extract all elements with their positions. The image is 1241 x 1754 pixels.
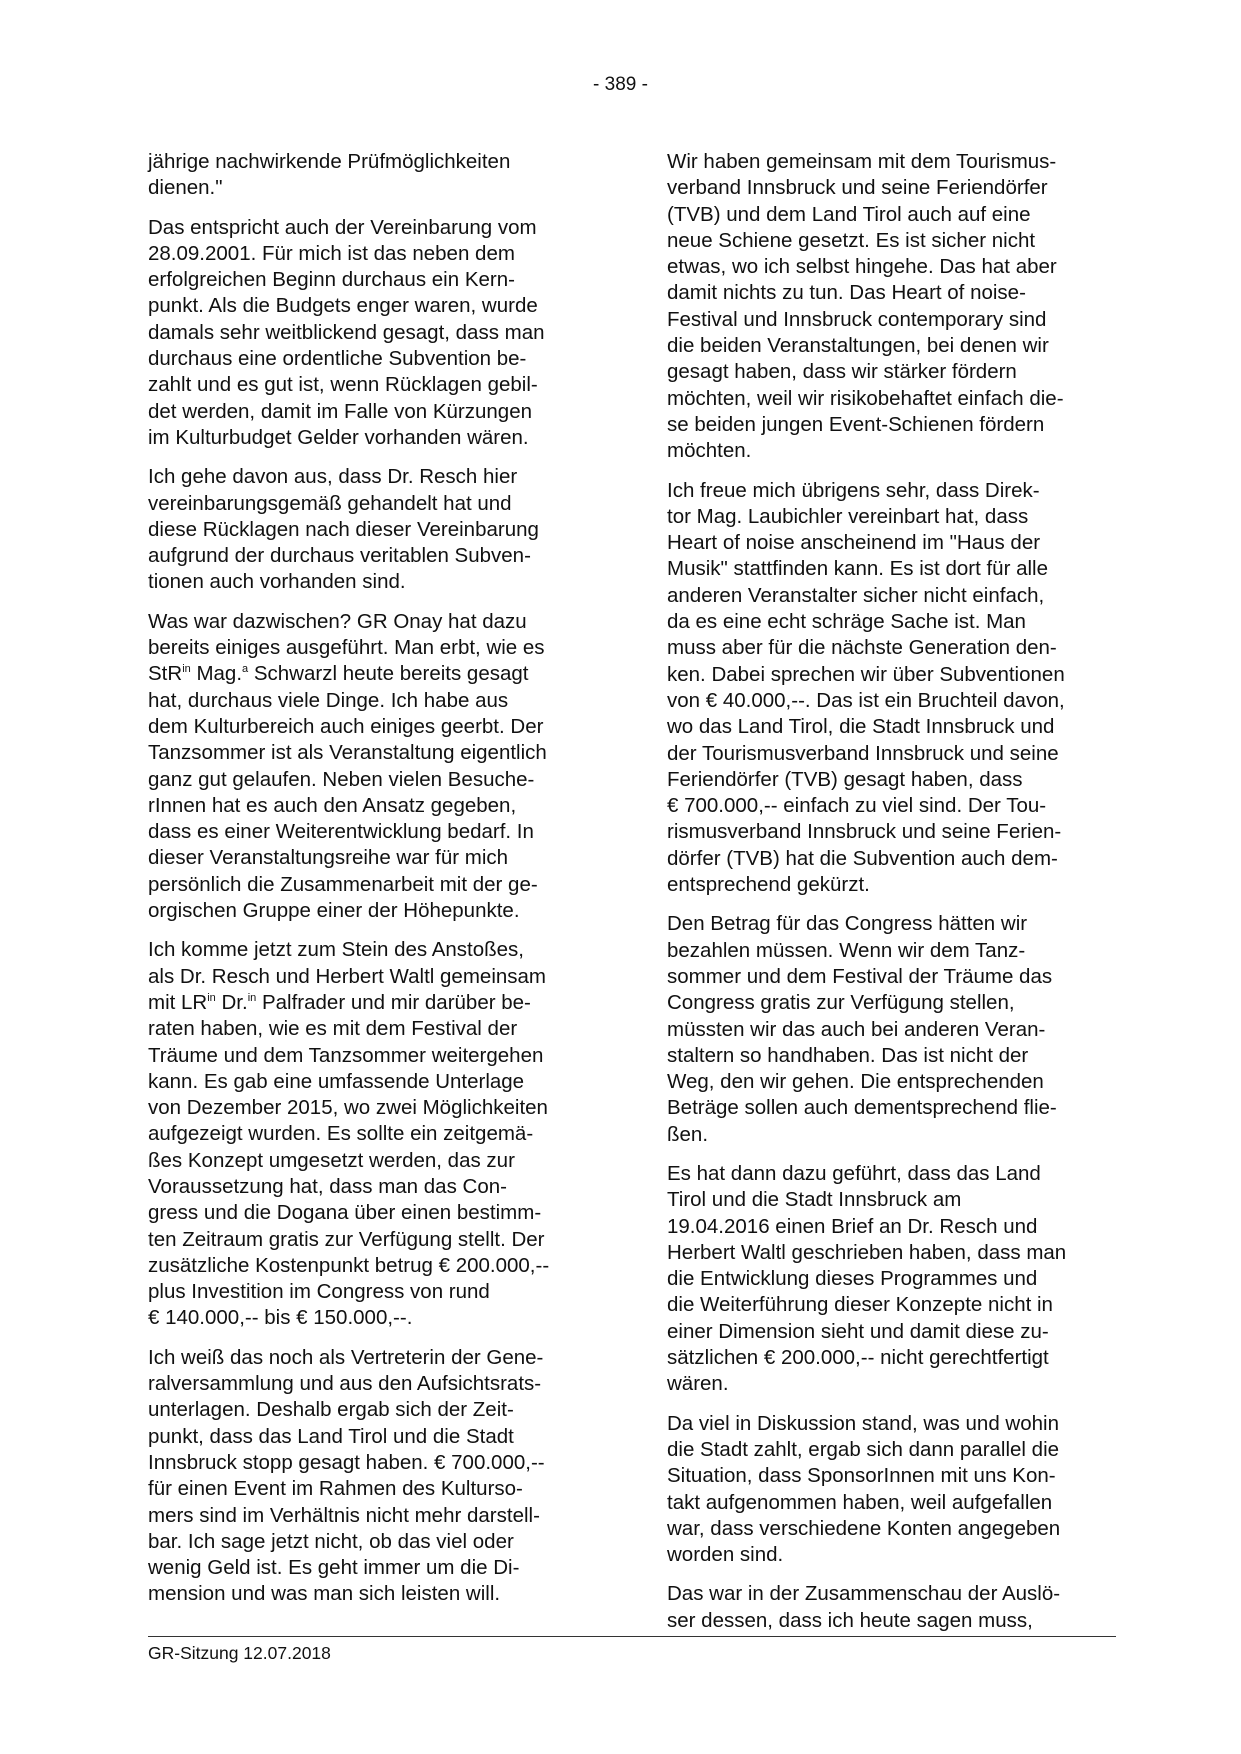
text-line: wenig Geld ist. Es geht immer um die Di- [148, 1556, 520, 1580]
text-line: rismusverband Innsbruck und seine Ferien- [667, 820, 1062, 844]
text-line: Tanzsommer ist als Veranstaltung eigentlich [148, 741, 547, 765]
text-line: die Weiterführung dieser Konzepte nicht in [667, 1293, 1053, 1317]
text-line: ser dessen, dass ich heute sagen muss, [667, 1608, 1033, 1632]
text-line: persönlich die Zusammenarbeit mit der ge- [148, 872, 538, 896]
text-line: anderen Veranstalter sicher nicht einfach, [667, 583, 1045, 607]
paragraph [667, 1581, 1115, 1634]
text-line: aufgezeigt wurden. Es sollte ein zeitgemä- [148, 1122, 534, 1146]
paragraph [667, 1411, 1115, 1569]
text-line: zahlt und es gut ist, wenn Rücklagen gebil- [148, 373, 538, 397]
text-segment: StR [148, 662, 183, 686]
text-line: ten Zeitraum gratis zur Verfügung stellt. Der [148, 1227, 545, 1251]
text-line [148, 661, 596, 687]
text-line: Feriendörfer (TVB) gesagt haben, dass [667, 767, 1023, 791]
text-line: dieser Veranstaltungsreihe war für mich [148, 846, 509, 870]
text-line: einer Dimension sieht und damit diese zu- [667, 1319, 1049, 1343]
text-line: punkt. Als die Budgets enger waren, wurde [148, 294, 538, 318]
left-column [148, 149, 596, 1621]
paragraph [667, 911, 1115, 1148]
text-line: Weg, den wir gehen. Die entsprechenden [667, 1070, 1044, 1094]
text-line: bezahlen müssen. Wenn wir dem Tanz- [667, 938, 1026, 962]
right-column [667, 149, 1115, 1647]
text-line: Wir haben gemeinsam mit dem Tourismus- [667, 150, 1057, 173]
text-line: rInnen hat es auch den Ansatz gegeben, [148, 793, 517, 817]
text-line: Musik" stattfinden kann. Es ist dort für alle [667, 557, 1049, 581]
text-line: dörfer (TVB) hat die Subvention auch dem- [667, 846, 1058, 870]
text-line: möchten. [667, 439, 752, 463]
text-line: war, dass verschiedene Konten angegeben [667, 1516, 1061, 1540]
text-segment: Dr. [215, 990, 248, 1014]
text-line: unterlagen. Deshalb ergab sich der Zeit- [148, 1398, 514, 1422]
text-line: gesagt haben, dass wir stärker fördern [667, 360, 1017, 384]
text-line: tionen auch vorhanden sind. [148, 570, 406, 594]
text-line: se beiden jungen Event-Schienen fördern [667, 412, 1045, 436]
text-line: der Tourismusverband Innsbruck und seine [667, 741, 1059, 765]
text-line: Heart of noise anscheinend im "Haus der [667, 531, 1041, 555]
text-line: Ich weiß das noch als Vertreterin der Gene- [148, 1345, 544, 1369]
text-line: sätzlichen € 200.000,-- nicht gerechtfertigt [667, 1346, 1049, 1370]
superscript: in [182, 663, 191, 676]
text-line: Congress gratis zur Verfügung stellen, [667, 991, 1015, 1015]
paragraph [148, 609, 596, 925]
text-line: Es hat dann dazu geführt, dass das Land [667, 1161, 1041, 1185]
text-line: damit nichts zu tun. Das Heart of noise- [667, 281, 1026, 305]
paragraph [148, 149, 596, 202]
text-line: Den Betrag für das Congress hätten wir [667, 912, 1028, 936]
text-line: sommer und dem Festival der Träume das [667, 964, 1053, 988]
superscript: in [247, 991, 257, 1004]
text-line: hat, durchaus viele Dinge. Ich habe aus [148, 688, 509, 712]
text-line: jährige nachwirkende Prüfmöglichkeiten [148, 150, 511, 173]
text-line: takt aufgenommen haben, weil aufgefallen [667, 1490, 1053, 1514]
text-line: € 140.000,-- bis € 150.000,--. [148, 1306, 413, 1330]
text-line: tor Mag. Laubichler vereinbart hat, dass [667, 504, 1029, 528]
text-line: raten haben, wie es mit dem Festival der [148, 1017, 518, 1041]
paragraph [667, 478, 1115, 899]
text-line: kann. Es gab eine umfassende Unterlage [148, 1069, 525, 1093]
text-line: Ich gehe davon aus, dass Dr. Resch hier [148, 465, 518, 489]
text-line: plus Investition im Congress von rund [148, 1280, 490, 1304]
text-line: die Stadt zahlt, ergab sich dann parallel die [667, 1437, 1060, 1461]
text-line: 19.04.2016 einen Brief an Dr. Resch und [667, 1214, 1038, 1238]
text-line: Da viel in Diskussion stand, was und wohin [667, 1411, 1059, 1435]
text-line: det werden, damit im Falle von Kürzungen [148, 399, 533, 423]
text-segment: Schwarzl heute bereits gesagt [248, 662, 529, 686]
text-line: Das entspricht auch der Vereinbarung vom [148, 215, 537, 239]
text-line: muss aber für die nächste Generation den- [667, 636, 1057, 660]
text-line: € 700.000,-- einfach zu viel sind. Der Tou- [667, 794, 1047, 818]
superscript: a [242, 663, 249, 676]
footer-session-date: GR-Sitzung 12.07.2018 [148, 1643, 331, 1663]
text-line: 28.09.2001. Für mich ist das neben dem [148, 241, 515, 265]
text-line: vereinbarungsgemäß gehandelt hat und [148, 491, 512, 515]
text-line: Ich komme jetzt zum Stein des Anstoßes, [148, 938, 524, 962]
text-line: dienen." [148, 176, 223, 200]
text-line: möchten, weil wir risikobehaftet einfach die- [667, 386, 1064, 410]
text-line: ganz gut gelaufen. Neben vielen Besuche- [148, 767, 535, 791]
text-line [148, 990, 596, 1016]
text-line: zusätzliche Kostenpunkt betrug € 200.000,-- [148, 1253, 550, 1277]
text-line: ralversammlung und aus den Aufsichtsrats- [148, 1372, 542, 1396]
text-segment: Palfrader und mir darüber be- [256, 990, 531, 1014]
text-line: ßes Konzept umgesetzt werden, das zur [148, 1148, 515, 1172]
text-line: Träume und dem Tanzsommer weitergehen [148, 1043, 544, 1067]
text-line: als Dr. Resch und Herbert Waltl gemeinsam [148, 964, 546, 988]
text-line: entsprechend gekürzt. [667, 873, 870, 897]
text-line: Innsbruck stopp gesagt haben. € 700.000,-- [148, 1450, 545, 1474]
text-line: die beiden Veranstaltungen, bei denen wir [667, 334, 1049, 358]
text-line: von € 40.000,--. Das ist ein Bruchteil davon, [667, 688, 1065, 712]
text-line: wo das Land Tirol, die Stadt Innsbruck und [667, 715, 1055, 739]
text-line: durchaus eine ordentliche Subvention be- [148, 347, 527, 371]
text-line: verband Innsbruck und seine Feriendörfer [667, 176, 1048, 200]
text-line: Das war in der Zusammenschau der Auslö- [667, 1582, 1061, 1606]
text-line: dass es einer Weiterentwicklung bedarf. In [148, 820, 534, 844]
text-line: erfolgreichen Beginn durchaus ein Kern- [148, 268, 515, 292]
text-line: wären. [667, 1372, 729, 1396]
text-line: mension und was man sich leisten will. [148, 1582, 501, 1606]
text-line: die Entwicklung dieses Programmes und [667, 1267, 1038, 1291]
text-line: diese Rücklagen nach dieser Vereinbarung [148, 517, 539, 541]
text-line: ßen. [667, 1122, 709, 1146]
text-line: von Dezember 2015, wo zwei Möglichkeiten [148, 1096, 548, 1120]
text-line: für einen Event im Rahmen des Kulturso- [148, 1477, 523, 1501]
text-line: mers sind im Verhältnis nicht mehr darstell- [148, 1503, 540, 1527]
text-line: punkt, dass das Land Tirol und die Stadt [148, 1424, 514, 1448]
text-line: damals sehr weitblickend gesagt, dass man [148, 320, 545, 344]
text-line: aufgrund der durchaus veritablen Subven- [148, 544, 531, 568]
text-line: Was war dazwischen? GR Onay hat dazu [148, 609, 527, 633]
text-line: dem Kulturbereich auch einiges geerbt. Der [148, 714, 544, 738]
text-line: Festival und Innsbruck contemporary sind [667, 307, 1047, 331]
text-line: neue Schiene gesetzt. Es ist sicher nicht [667, 228, 1036, 252]
text-line: im Kulturbudget Gelder vorhanden wären. [148, 425, 529, 449]
text-line: Voraussetzung hat, dass man das Con- [148, 1174, 507, 1198]
text-line: Ich freue mich übrigens sehr, dass Direk- [667, 478, 1040, 502]
text-line: müssten wir das auch bei anderen Veran- [667, 1017, 1046, 1041]
paragraph [667, 1161, 1115, 1398]
text-line: Herbert Waltl geschrieben haben, dass man [667, 1240, 1067, 1264]
text-line: Situation, dass SponsorInnen mit uns Kon- [667, 1464, 1056, 1488]
paragraph [667, 149, 1115, 465]
text-line: ken. Dabei sprechen wir über Subventionen [667, 662, 1065, 686]
text-line: Tirol und die Stadt Innsbruck am [667, 1188, 962, 1212]
text-line: etwas, wo ich selbst hingehe. Das hat aber [667, 255, 1057, 279]
text-segment: mit LR [148, 990, 208, 1014]
text-line: da es eine echt schräge Sache ist. Man [667, 610, 1026, 634]
text-line: gress und die Dogana über einen bestimm- [148, 1201, 542, 1225]
text-segment: Mag. [190, 662, 243, 686]
text-line: bar. Ich sage jetzt nicht, ob das viel oder [148, 1529, 514, 1553]
paragraph [148, 1345, 596, 1608]
footer-divider [148, 1636, 1116, 1637]
paragraph [148, 464, 596, 595]
superscript: in [207, 991, 216, 1004]
paragraph [148, 937, 596, 1331]
text-line: Beträge sollen auch dementsprechend flie- [667, 1096, 1057, 1120]
paragraph [148, 215, 596, 452]
text-line: orgischen Gruppe einer der Höhepunkte. [148, 899, 520, 923]
text-line: staltern so handhaben. Das ist nicht der [667, 1043, 1029, 1067]
text-line: (TVB) und dem Land Tirol auch auf eine [667, 202, 1031, 226]
text-line: worden sind. [667, 1543, 784, 1567]
text-line: bereits einiges ausgeführt. Man erbt, wie es [148, 636, 545, 660]
page-number: - 389 - [593, 74, 648, 95]
